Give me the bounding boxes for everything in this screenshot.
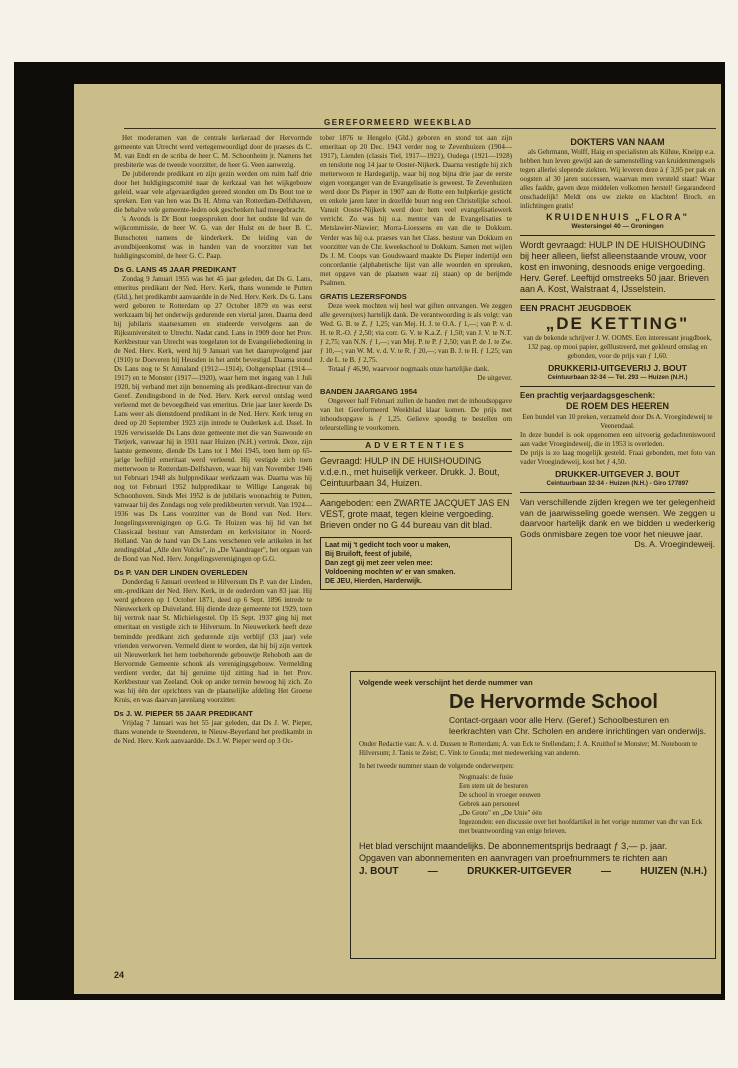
publisher-name: DRUKKER-UITGEVER J. BOUT xyxy=(555,469,680,480)
ad-text: als Gehrmann, Wolff, Haig en specialisten als Kühne, Kneipp e.a. hebben hun leven gewijd aan de samenstelling van kruidenmengsels tegen allerlei slepende ziekten. Wij leveren deze à ƒ 3,95 per pak en oogsten al 30 jaren successen, waarvan men versteld staat! Waar alles faalde, gaven deze middelen volkomen herstel! Gegarandeerd onschadelijk! Meldt ons uw ziekte en klachten! Broch. en inlichtingen gratis! xyxy=(520,148,715,211)
magazine-title: De Hervormde School xyxy=(449,691,658,713)
advertenties-heading: ADVERTENTIES xyxy=(320,439,512,452)
divider xyxy=(520,492,715,493)
contents-item: De school in vroeger eeuwen xyxy=(459,791,541,799)
contents-item: Ingezonden: een discussie over het hoofdartikel in het vorige nummer van dhr van Eck met beantwoording van enige brieven. xyxy=(459,818,703,835)
divider xyxy=(520,235,715,236)
article-paragraph: Deze week mochten wij heel wat giften ontvangen. We zeggen alle gevers(ters) hartelijk dank. De verantwoording is als volgt: van Wed. G. B. te Z. ƒ 1,25; van Mej. H. J. te O.A. ƒ 1,—; van P. v. d. H. te R.-O. ƒ 2,50; via corr. G. V. te K.a.Z. ƒ 1,50; van J. V. te N.T. ƒ 2,75; van N.N. ƒ 1,—; van Mej. P. te P. ƒ 2,50; van P. de J. te Zw. ƒ 10,—; van W. M. v. d. V. te R. ƒ 20,—; van B. J. te H. ƒ 1,25; van J. de L. te B. ƒ 2,75. xyxy=(320,301,512,365)
footer-part: HUIZEN (N.H.) xyxy=(640,866,707,877)
contents-list xyxy=(459,773,707,836)
article-paragraph: Zondag 9 Januari 1955 was het 45 jaar geleden, dat Ds G. Lans, emeritus predikant der Ned. Herv. Kerk, thans wonende te Putten (Gld.), het predikambt aanvaardde in de Ned. Herv. Kerk. Ds G. Lans werd geboren te Rotterdam op 27 October 1879 en was eerst werkzaam bij het onderwijs gedurende een viertal jaren. Daarna deed hij jubilaris staatsexamen en studeerde vervolgens aan de Rijksuniversiteit te Utrecht. Nadat cand. Lans in 1909 door het Prov. Kerkbestuur van Utrecht was toegelaten tot de Evangeliebediening in de Ned. Herv. Kerk, werd hij 9 Januari van het daaropvolgend jaar (1910) te Doeveren bij Heusden in het ambt bevestigd. Daarna stond Ds Lans nog te St Annaland (1912—1914), Ooltgensplaat (1914—1917) en te Monster (1917—1920), waar hem met ingang van 1 Juli 1920, bij verband met zijn benoeming als predikant-directeur van de Geref. Zendingsbond in de Ned. Herv. Kerk eervol ontslag werd verleend met de bevoegdheid van emeritus. Drie jaar later keerde Ds Lans weer als dienstdoend predikant in de Ned. Herv. Kerk terug en deed op 20 September 1923 zijn intrede te Ouderkerk a.d. IJssel. In 1926 verwisselde Ds Lans deze gemeente met die van Suawoude en Tietjerk, vanwaar hij in 1931 naar Huizen (N.H.) vertrok. Deze, zijn laatste gemeente, diende Ds Lans tot 1 Mei 1945, toen hem op 65-jarige leeftijd emeritaat werd verleend. Hij vestigde zich toen metterwoon te Rotterdam-Delfshaven, waar hij van November 1946 tot Februari 1948 als hulppredikaar werkzaam was. Daarna was hij nog tot Februari 1952 hulppredikaar te Willige Langerak bij Schoonhoven. Sinds Mei 1952 is de jubilaris woonachtig te Putten, vanwaar hij des Zondags nog vele predikbeurten vervult. Van 1924—1936 was Ds Lans voorzitter van de Bond van Ned. Herv. Jongelingsverenigingen op G.G. Te Huizen was hij lid van het Classicaal bestuur van Amsterdam en kerkvisitator in Noord-Holland. Van de hand van Ds Lans verschenen vele artikelen in het zendingsblad „Alle den Volcke", in „De Vaandrager", het orgaan van de Bond van Ned. Herv. Jongelingsverenigingen op G.G. xyxy=(114,274,312,564)
footer-part: — xyxy=(427,866,438,877)
poem-ad xyxy=(320,537,512,590)
contents-item: „De Grote" en „De Unie" één xyxy=(459,809,542,817)
article-paragraph: De jubilerende predikant en zijn gezin werden om ruim half drie door het huldigingscomité naar de kerkzaal van het wijkgebouw geleid, waar vele afgevaardigden gereed stonden om Ds Bout toe te spreken. Een van hen was Ds H. Abma van Rotterdam-Delfshaven, die behalve vele gemeente-leden ook geschenken had meegebracht. xyxy=(114,170,312,215)
brand-name: KRUIDENHUIS „FLORA" xyxy=(546,212,689,223)
article-heading: BANDEN JAARGANG 1954 xyxy=(320,387,418,397)
editors: Onder Redactie van: A. v. d. Dussen te Rotterdam; A. van Eck te Stellendam; J. A. Kruithof te Monster; M. Noteboom te Hilversum; J. Tanis te Zeist; C. Vink te Gouda; met medewerking van anderen. xyxy=(359,740,698,757)
poem-line: Dan zegt gij met zeer velen mee: xyxy=(325,559,433,567)
article-paragraph: Ongeveer half Februari zullen de banden met de inhoudsopgave van het Gereformeerd Weekblad klaar komen. De prijs met inhoudsopgave is ƒ 1,25. Gelieve spoedig te bestellen om teleurstelling te voorkomen. xyxy=(320,397,512,433)
book-title: „DE KETTING" xyxy=(545,313,690,333)
article-paragraph: Het moderamen van de centrale kerkeraad der Hervormde gemeente van Utrecht werd vertegenwoordigd door de praeses ds C. M. van Endt en de scriba de heer C. M. Schoonheim jr. Namens het presbiterie was de tweede voorzitter, de heer G. Veen aanwezig. xyxy=(114,134,312,170)
ad-kicker: Volgende week verschijnt het derde nummer van xyxy=(359,678,533,687)
running-head: GEREFORMEERD WEEKBLAD xyxy=(324,118,473,127)
publisher-name: DRUKKERIJ-UITGEVERIJ J. BOUT xyxy=(548,362,687,373)
article-heading: GRATIS LEZERSFONDS xyxy=(320,291,407,301)
signature: De uitgever. xyxy=(477,374,512,383)
page-number: 24 xyxy=(114,970,125,980)
gift-book-title: DE ROEM DES HEEREN xyxy=(565,400,670,411)
publication-frequency: Het blad verschijnt maandelijks. De abonnementsprijs bedraagt ƒ 3,— p. jaar. xyxy=(359,841,668,851)
gift-text: In deze bundel is ook opgenomen een uitvoerig gedachteniswoord aan vader Vroegindeweij, die in 1953 is overleden. xyxy=(520,430,715,448)
book-description: van de bekende schrijver J. W. OOMS. Een interessant jeugdboek, 132 pag. op mooi papier, geïllustreerd, met gekleurd omslag en gebonden, voor de prijs van ƒ 1,60. xyxy=(523,333,712,360)
classified-ad: Wordt gevraagd: HULP IN DE HUISHOUDING bij heer alleen, liefst alleenstaande vrouw, voor kost en inwoning, desnoods enige vergoeding. Herv. Geref. Leeftijd omstreeks 50 jaar. Brieven aan A. Kost, Walstraat 4, IJsselstein. xyxy=(520,240,709,295)
article-heading: Ds G. LANS 45 JAAR PREDIKANT xyxy=(114,264,237,274)
divider xyxy=(520,299,715,300)
magazine-subtitle: Contact-orgaan voor alle Herv. (Geref.) Schoolbesturen en leerkrachten van Chr. Scholen en andere inrichtingen van onderwijs. xyxy=(449,715,707,736)
contents-intro: In het tweede nummer staan de volgende onderwerpen: xyxy=(359,762,514,770)
thanks-note: Van verschillende zijden kregen we ter gelegenheid van de jaarwisseling goede wensen. We zeggen u daarvoor hartelijk dank en we bidden u wederkerig Gods onmisbare zegen toe voor het nieuwe jaar. xyxy=(520,497,715,539)
footer-part: J. BOUT xyxy=(359,866,399,877)
article-paragraph: 's Avonds is Dr Bout toegesproken door het oudste lid van de wijkcommissie, de heer W. G. van der Hulst en de heer B. C. Bunschoten namens de kinderkerk. De leiding van de avondbijeenkomst was in handen van de voorzitter van het huldigingscomité, de heer G. C. Paap. xyxy=(114,215,312,260)
divider xyxy=(520,386,715,387)
publisher-address: Ceintuurbaan 32-34 — Tel. 293 — Huizen (N.H.) xyxy=(547,373,688,381)
footer-part: DRUKKER-UITGEVER xyxy=(467,866,572,877)
column-2 xyxy=(320,134,512,590)
gift-ad-heading: Een prachtig verjaardagsgeschenk: xyxy=(520,390,656,400)
column-3 xyxy=(520,134,715,550)
article-heading: Ds P. VAN DER LINDEN OVERLEDEN xyxy=(114,568,248,578)
classified-ad: Aangeboden: een ZWARTE JACQUET JAS EN VEST, grote maat, tegen kleine vergoeding. Brieven onder no G 44 bureau van dit blad. xyxy=(320,497,510,530)
classified-ad: Gevraagd: HULP IN DE HUISHOUDING v.d.e.n., met huiselijk verkeer. Drukk. J. Bout, Ceintuurbaan 34, Huizen. xyxy=(320,455,500,488)
book-ad-heading: EEN PRACHT JEUGDBOEK xyxy=(520,303,632,314)
column-1 xyxy=(114,134,312,746)
contents-item: Gebrek aan personeel xyxy=(459,800,520,808)
brand-address: Westersingel 40 — Groningen xyxy=(571,223,664,231)
divider xyxy=(320,493,512,494)
hervormde-school-ad xyxy=(350,671,716,959)
article-paragraph: Donderdag 6 Januari overleed te Hilversum Ds P. van der Linden, em.-predikant der Ned. Herv. Kerk, in de ouderdom van 83 jaar. Hij werd geboren op 1 October 1871, deed op 6 Sept. 1896 intrede te Nieuwerkerk op Duiveland. Hij diende deze gemeente tot 1929, toen hij vertrok naar St. Michielsgestel. Op 15 Sept. 1937 ging hij met emeritaat en vestigde zich te Hilversum. In Nieuwerkerk heeft deze bemindde predikant zich gedurende zijn verblijf (33 jaar) vele vrienden verworven. Vermeld dient te worden, dat hij bij zijn vertrek uit Nieuwerkerk het hem toebehorende gebouwtje Rehoboth aan de Hervormde Gemeente schonk als verenigingsgebouw. Vermelding verdient verder, dat hij geruime tijd zitting had in het Prov. Kerkbestuur van Zeeland. Ook op ander terrein bewoog hij zich. Zo was hij één der oprichters van de plaatselijke afdeling Het Groene Kruis, en was daarvan jarenlang voorzitter. xyxy=(114,578,312,704)
article-paragraph: tober 1876 te Hengelo (Gld.) geboren en stond tot aan zijn emeritaat op 20 Dec. 1943 verder nog te Zevenhuizen (1904—1917), Lienden (classis Tiel, 1917—1921), Oudega (1921—1928) en tenslotte nog 14 jaar te Ooster-Nijkerk. Daarna vestigde hij zich metterwoon te Hardegarijp, waar hij nog bijna drie jaar de eerste eigen voorganger van de Evangelisatie is geweest. Te Zevenhuizen werd door Ds Pieper in 1907 aan de Rotte een hulpkerkje gesticht en enkele jaren later in dezelfde buurt nog een Christelijke school. Vanuit Ooster-Nijkerk werd door hem veel evangelisatiewerk verricht. Zo was hij o.a. mentor van de Evangelisaties te Metslawier-Niawier; Morra-Lioessens en van die te Dokkum. Verder was hij o.a. praeses van het Class. bestuur van Dokkum en voorzitter van de Chr. kweekschool te Dokkum. Samen met wijlen Ds J. M. Coops van Goudswaard maakte Ds Pieper indertijd een concordantie (alphabetische lijst van alle woorden en spreuken, met opgave van de plaatsen waar zij staan) op de berijmde Psalmen. xyxy=(320,134,512,287)
gift-text: De prijs is zo laag mogelijk gesteld. Fraai gebonden, met foto van vader Vroegindeweij, kost het ƒ 4,50. xyxy=(520,449,715,467)
poem-line: DE JEU, Hierden, Harderwijk. xyxy=(325,577,422,585)
ad-heading: DOKTERS VAN NAAM xyxy=(570,137,665,147)
publisher-address: Ceintuurbaan 32-34 - Huizen (N.H.) - Giro 177897 xyxy=(546,480,689,488)
header-rule xyxy=(124,128,716,129)
contents-item: Een stem uit de besturen xyxy=(459,782,528,790)
poem-line: Voldoening mochten w' er van smaken. xyxy=(325,568,456,576)
article-heading: Ds J. W. PIEPER 55 JAAR PREDIKANT xyxy=(114,708,253,718)
contents-item: Nogmaals: de fusie xyxy=(459,773,514,781)
newspaper-page xyxy=(74,84,721,994)
footer-part: — xyxy=(600,866,611,877)
poem-line: Laat mij 't gedicht toch voor u maken, xyxy=(325,541,451,549)
order-instructions: Opgaven van abonnementen en aanvragen van proefnummers te richten aan xyxy=(359,853,668,863)
poem-line: Bij Bruiloft, feest of jubilé, xyxy=(325,550,412,558)
thanks-signature: Ds. A. Vroegindeweij. xyxy=(634,539,715,550)
article-paragraph: Totaal ƒ 46,90, waarvoor nogmaals onze hartelijke dank. xyxy=(328,365,490,374)
article-paragraph: Vrijdag 7 Januari was het 55 jaar geleden, dat Ds J. W. Pieper, thans wonende te Steenderen, te Nieuw-Beyerland het predikambt in de Ned. Herv. Kerk aanvaardde. Ds J. W. Pieper werd op 3 Oc- xyxy=(114,718,312,746)
publisher-footer xyxy=(359,867,707,876)
gift-text: Een bundel van 10 preken, verzameld door Ds A. Vroegindeweij te Veenendaal. xyxy=(522,412,713,430)
